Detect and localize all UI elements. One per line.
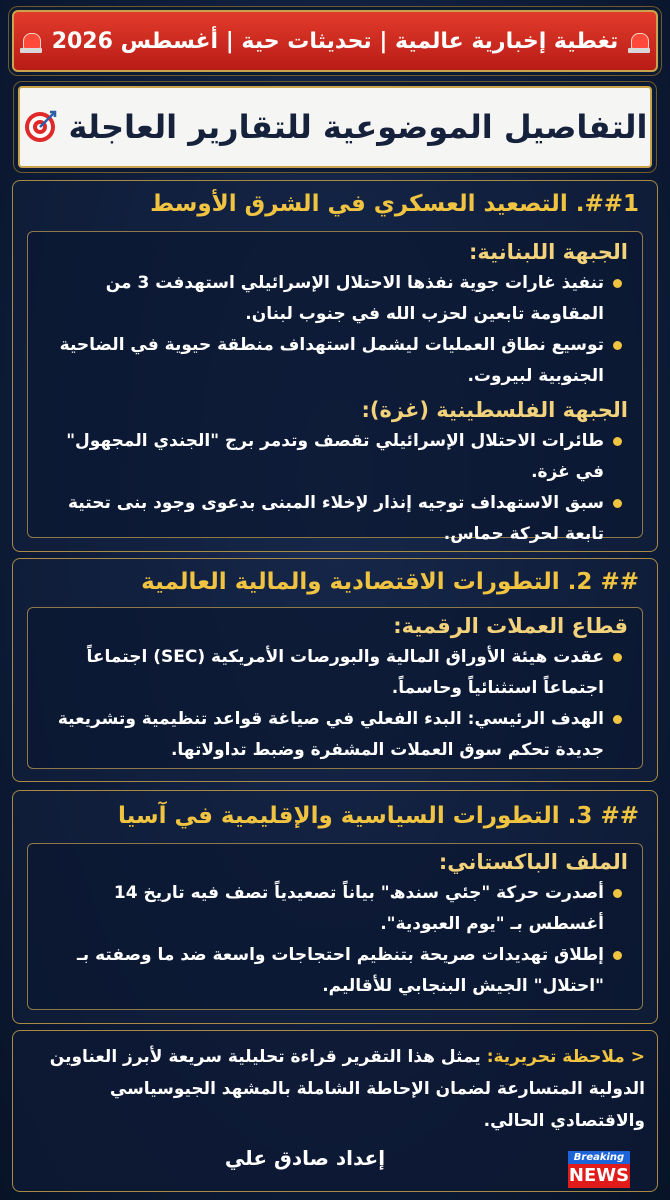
section-economy: [12, 558, 658, 782]
bullet-list: [40, 426, 628, 550]
editorial-note: [12, 1030, 658, 1192]
bullet-icon: [613, 653, 622, 662]
subsection-heading: الملف الباكستاني:: [438, 850, 628, 874]
note-label: < ملاحظة تحريرية:: [486, 1047, 645, 1067]
subsection-heading: قطاع العملات الرقمية:: [393, 614, 628, 638]
note-body: يمثل هذا التقرير قراءة تحليلية سريعة لأبرز العناوين الدولية المتسارعة لضمان الإحاطة الشاملة بالمشهد الجيوسياسي والاقتصادي الحالي.: [49, 1047, 645, 1131]
subsection-heading: الجبهة اللبنانية:: [469, 240, 628, 264]
breaking-news-logo: [568, 1151, 630, 1189]
section-panel: [27, 231, 643, 544]
note-text: [27, 1041, 645, 1137]
page-title: التفاصيل الموضوعية للتقارير العاجلة: [68, 108, 648, 146]
bullet-icon: [613, 715, 622, 724]
siren-icon: [628, 29, 650, 53]
section-panel: [27, 607, 643, 769]
list-item: توسيع نطاق العمليات ليشمل استهداف منطقة حيوية في الضاحية الجنوبية لبيروت.: [40, 330, 628, 392]
section-heading: ## 3. التطورات السياسية والإقليمية في آسيا: [118, 803, 639, 829]
section-middle-east: [12, 180, 658, 552]
list-item: عقدت هيئة الأوراق المالية والبورصات الأمريكية (SEC) اجتماعاً اجتماعاً استثنائياً وحاسماً.: [40, 642, 628, 704]
list-item: إطلاق تهديدات صريحة بتنظيم احتجاجات واسعة ضد ما وصفته بـ "احتلال" الجيش البنجابي للأقاليم.: [40, 940, 628, 1002]
list-item: الهدف الرئيسي: البدء الفعلي في صياغة قواعد تنظيمية وتشريعية جديدة تحكم سوق العملات المشفرة وضبط تداولاتها.: [40, 704, 628, 766]
bullet-list: [40, 642, 628, 766]
author-credit: إعداد صادق علي: [224, 1146, 386, 1170]
list-item: أصدرت حركة "جئي سندھ" بياناً تصعيدياً تصف فيه تاريخ 14 أغسطس بـ "يوم العبودية".: [40, 878, 628, 940]
siren-icon: [20, 29, 42, 53]
bullet-icon: [613, 437, 622, 446]
subsection-heading: الجبهة الفلسطينية (غزة):: [361, 398, 628, 422]
section-panel: [27, 843, 643, 1010]
title-box: [18, 86, 652, 168]
logo-bottom: NEWS: [568, 1165, 630, 1186]
section-asia: [12, 790, 658, 1024]
bullet-list: [40, 878, 628, 1002]
top-banner: [12, 10, 658, 72]
bullet-icon: [613, 341, 622, 350]
target-icon: [23, 110, 57, 144]
list-item: سبق الاستهداف توجيه إنذار لإخلاء المبنى بدعوى وجود بنى تحتية تابعة لحركة حماس.: [40, 488, 628, 550]
section-heading: ##1. التصعيد العسكري في الشرق الأوسط: [150, 191, 639, 217]
banner-text: تغطية إخبارية عالمية | تحديثات حية | أغسطس 2026: [51, 28, 619, 54]
bullet-list: [40, 268, 628, 392]
bullet-icon: [613, 499, 622, 508]
section-heading: ## 2. التطورات الاقتصادية والمالية العالمية: [141, 569, 639, 595]
bullet-icon: [613, 951, 622, 960]
logo-top: Breaking: [568, 1151, 630, 1164]
list-item: تنفيذ غارات جوية نفذها الاحتلال الإسرائيلي استهدفت 3 من المقاومة تابعين لحزب الله في جنوب لبنان.: [40, 268, 628, 330]
bullet-icon: [613, 889, 622, 898]
list-item: طائرات الاحتلال الإسرائيلي تقصف وتدمر برج "الجندي المجهول" في غزة.: [40, 426, 628, 488]
bullet-icon: [613, 279, 622, 288]
